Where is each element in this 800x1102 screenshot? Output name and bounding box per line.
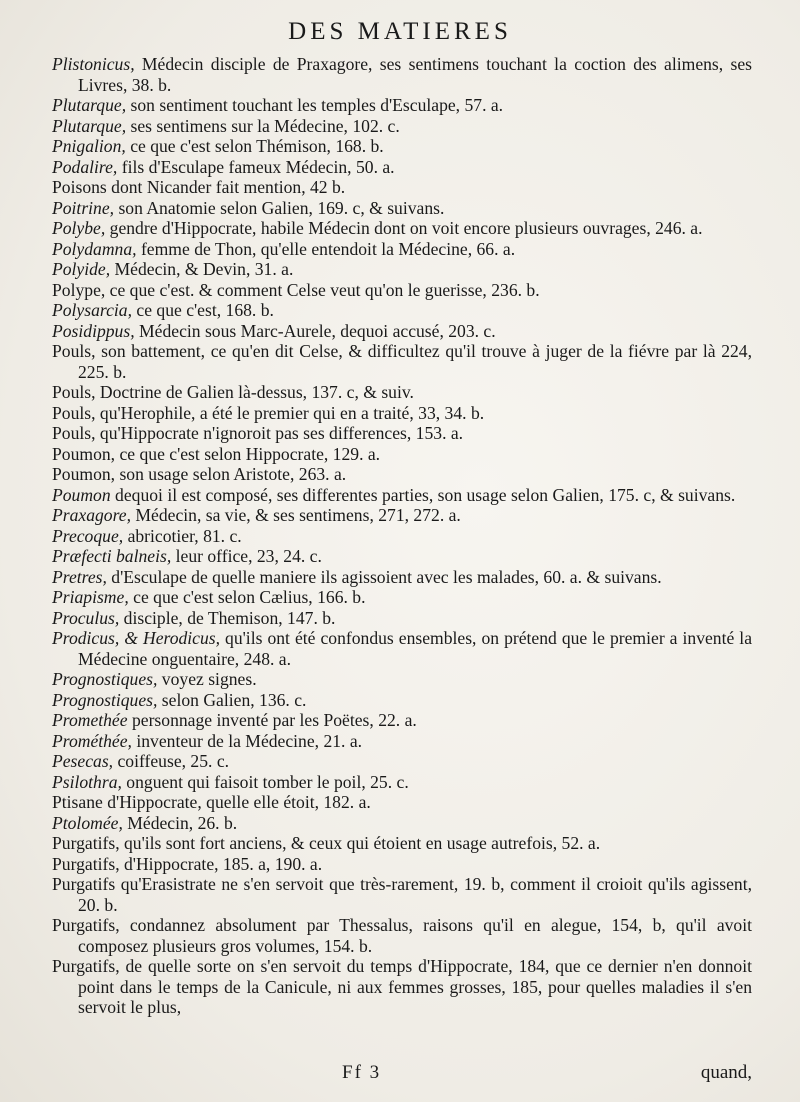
index-entry [52, 751, 752, 772]
entry-text: Poisons dont Nicander fait mention, 42 b. [52, 177, 346, 197]
entry-headword: Ptolomée, [52, 812, 123, 833]
entry-headword: Plistonicus, [52, 54, 135, 74]
entry-headword: Posidippus, [52, 320, 135, 341]
entry-headword: Podalire, [52, 156, 118, 177]
entry-text: Polype, ce que c'est. & comment Celse veut qu'on le guerisse, 236. b. [52, 279, 540, 300]
entry-text: Médecin, sa vie, & ses sentimens, 271, 272. a. [131, 505, 461, 525]
index-entry [52, 710, 752, 731]
entry-text: Pouls, Doctrine de Galien là-dessus, 137. c, & suiv. [52, 382, 414, 402]
index-entry [52, 464, 752, 485]
index-entry [52, 95, 752, 116]
entry-text: gendre d'Hippocrate, habile Médecin dont on voit encore plusieurs ouvrages, 246. a. [105, 218, 703, 238]
entry-text: Purgatifs qu'Erasistrate ne s'en servoit que très-rarement, 19. b, comment il croioit qu'ils agissent, 20. b. [52, 874, 752, 915]
entry-text: Ptisane d'Hippocrate, quelle elle étoit, 182. a. [52, 792, 371, 812]
entry-headword: Praxagore, [52, 505, 131, 525]
index-entry [52, 403, 752, 424]
entry-text: Médecin disciple de Praxagore, ses sentimens touchant la coction des alimens, ses Livres, 38. b. [78, 54, 752, 95]
index-entry [52, 772, 752, 793]
entry-text: Poumon, ce que c'est selon Hippocrate, 129. a. [52, 443, 381, 464]
entry-text: Pouls, qu'Hippocrate n'ignoroit pas ses differences, 153. a. [52, 423, 464, 443]
index-entry [52, 608, 752, 629]
entry-headword: Polybe, [52, 218, 106, 238]
entry-text: Médecin sous Marc-Aurele, dequoi accusé, 203. c. [134, 320, 496, 341]
entry-headword: Priapisme, [52, 587, 129, 607]
entry-headword: Psilothra, [52, 771, 122, 792]
index-entry [52, 382, 752, 403]
signature-mark: Ff 3 [342, 1062, 382, 1083]
entry-text: ses sentimens sur la Médecine, 102. c. [126, 115, 400, 136]
index-entry [52, 280, 752, 301]
entry-text: leur office, 23, 24. c. [171, 546, 322, 566]
entry-text: Médecin, & Devin, 31. a. [110, 259, 294, 279]
entry-text: dequoi il est composé, ses differentes parties, son usage selon Galien, 175. c, & suivans. [110, 484, 736, 505]
entry-text: Pouls, son battement, ce qu'en dit Celse, & difficultez qu'il trouve à juger de la fiévre par là 224, 225. b. [52, 341, 752, 382]
entry-text: fils d'Esculape fameux Médecin, 50. a. [117, 156, 395, 177]
entry-headword: Pnigalion, [52, 136, 126, 156]
index-entry [52, 874, 752, 915]
entry-text: femme de Thon, qu'elle entendoit la Médecine, 66. a. [136, 238, 516, 259]
entry-text: onguent qui faisoit tomber le poil, 25. c. [121, 771, 409, 792]
index-entry [52, 587, 752, 608]
entry-headword: Polysarcia, [52, 300, 132, 320]
index-entry [52, 136, 752, 157]
entry-headword: Polydamna, [52, 238, 137, 259]
entry-text: son sentiment touchant les temples d'Esculape, 57. a. [126, 95, 504, 115]
entry-headword: Precoque, [52, 525, 124, 546]
entry-text: Médecin, 26. b. [122, 812, 238, 833]
index-entry [52, 423, 752, 444]
entry-text: selon Galien, 136. c. [157, 689, 307, 710]
index-entry [52, 731, 752, 752]
entry-headword: Poumon [52, 484, 111, 505]
index-entry [52, 505, 752, 526]
entry-text: Poumon, son usage selon Aristote, 263. a. [52, 464, 347, 484]
index-entry [52, 177, 752, 198]
entry-text: disciple, de Themison, 147. b. [119, 607, 336, 628]
entry-text: Purgatifs, qu'ils sont fort anciens, & ceux qui étoient en usage autrefois, 52. a. [52, 833, 601, 853]
index-entry [52, 526, 752, 547]
index-entry [52, 341, 752, 382]
page-title: DES MATIERES [288, 18, 512, 45]
entry-headword: Polyide, [52, 259, 111, 279]
index-entry [52, 444, 752, 465]
entry-headword: Plutarque, [52, 115, 127, 136]
entry-text: personnage inventé par les Poëtes, 22. a. [127, 710, 417, 730]
entry-text: abricotier, 81. c. [123, 525, 242, 546]
index-entry [52, 321, 752, 342]
entry-text: Pouls, qu'Herophile, a été le premier qui en a traité, 33, 34. b. [52, 402, 485, 423]
entry-headword: Promethée [52, 710, 128, 730]
index-entry [52, 690, 752, 711]
index-entry [52, 669, 752, 690]
index-entry [52, 116, 752, 137]
entry-text: ce que c'est selon Thémison, 168. b. [125, 136, 384, 156]
index-entry [52, 833, 752, 854]
index-entry [52, 198, 752, 219]
index-entry [52, 485, 752, 506]
entry-text: inventeur de la Médecine, 21. a. [131, 730, 363, 751]
entry-text: coiffeuse, 25. c. [113, 751, 230, 771]
index-entry [52, 157, 752, 178]
index-entry [52, 546, 752, 567]
entry-headword: Plutarque, [52, 95, 127, 115]
entry-text: Purgatifs, condannez absolument par Thessalus, raisons qu'il en alegue, 154, b, qu'il avoit composez plusieurs gros volumes, 154. b. [52, 915, 752, 956]
index-entry [52, 792, 752, 813]
entry-headword: Prognostiques, [52, 669, 158, 689]
index-entry [52, 956, 752, 1018]
index-entries [52, 54, 752, 1018]
index-entry [52, 567, 752, 588]
entry-headword: Prodicus, & Herodicus, [52, 628, 221, 648]
index-entry [52, 300, 752, 321]
page-footer [52, 1062, 752, 1088]
index-entry [52, 813, 752, 834]
entry-text: ce que c'est selon Cælius, 166. b. [128, 587, 366, 607]
index-entry [52, 54, 752, 95]
entry-headword: Prométhée, [52, 730, 132, 751]
entry-headword: Præfecti balneis, [52, 546, 172, 566]
index-entry [52, 854, 752, 875]
entry-text: Purgatifs, d'Hippocrate, 185. a, 190. a. [52, 853, 323, 874]
entry-text: son Anatomie selon Galien, 169. c, & suivans. [114, 197, 445, 218]
entry-text: qu'ils ont été confondus ensembles, on prétend que le premier a inventé la Médecine onguentaire, 248. a. [78, 628, 753, 669]
index-entry [52, 218, 752, 239]
index-entry [52, 628, 752, 669]
index-entry [52, 915, 752, 956]
index-entry [52, 239, 752, 260]
catchword: quand, [700, 1062, 752, 1083]
entry-text: d'Esculape de quelle maniere ils agissoient avec les malades, 60. a. & suivans. [106, 566, 662, 587]
entry-text: Purgatifs, de quelle sorte on s'en servoit du temps d'Hippocrate, 184, que ce dernier n'en donnoit point dans le temps de la Canicule, ni aux femmes grosses, 185, pour quelles maladies il s'en servoit le plus, [52, 956, 752, 1017]
entry-headword: Proculus, [52, 607, 120, 628]
entry-headword: Poitrine, [52, 197, 115, 218]
index-entry [52, 259, 752, 280]
entry-headword: Pesecas, [52, 751, 114, 771]
entry-headword: Prognostiques, [52, 689, 158, 710]
entry-headword: Pretres, [52, 566, 107, 587]
entry-text: voyez signes. [157, 669, 257, 689]
entry-text: ce que c'est, 168. b. [131, 300, 274, 320]
